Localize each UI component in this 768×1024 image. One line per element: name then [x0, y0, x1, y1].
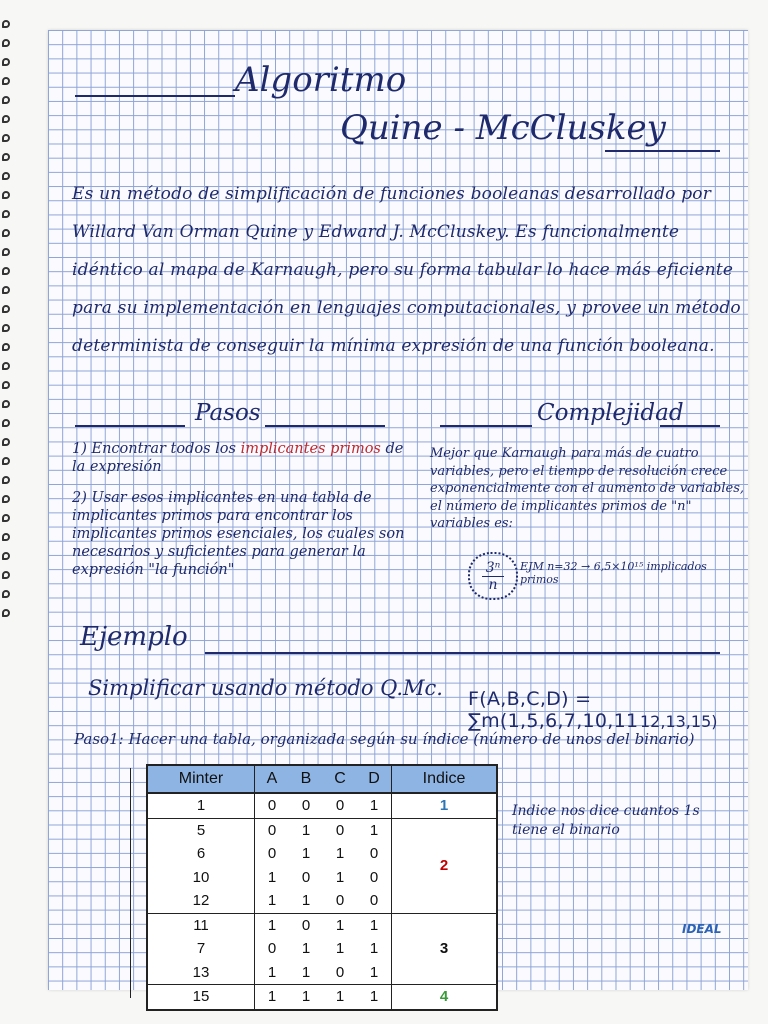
header-d: D: [357, 765, 392, 793]
header-indice: Indice: [392, 765, 498, 793]
step-2: 2) Usar esos implicantes en una tabla de implicantes primos para encontrar los implicantes primos esenciales, los cuales son necesarios y suficientes para generar la expresión "la función": [72, 490, 405, 578]
header-a: A: [255, 765, 290, 793]
table-body: [147, 793, 497, 1010]
header-b: B: [289, 765, 323, 793]
bit-cell: 1: [335, 845, 345, 863]
bit-cell: 1: [357, 961, 392, 985]
table-header-row: [147, 765, 497, 793]
bit-cell: 1: [335, 868, 345, 886]
bit-cell: 0: [255, 818, 290, 842]
intro-paragraph: Es un método de simplificación de funciones booleanas desarrollado por Willard Van Orman Quine y Edward J. McCluskey. Es funcionalmente idéntico al mapa de Karnaugh, pero su forma tabular lo hace más eficiente para su implementación en lenguajes computacionales, y provee un método determinista de conseguir la mínima expresión de una función booleana.: [72, 184, 741, 356]
index-cell: 4: [392, 985, 498, 1010]
bit-cell: 1: [267, 868, 277, 886]
minterm-cell: 6: [147, 842, 255, 866]
bit-cell: 0: [357, 842, 392, 866]
header-c: C: [323, 765, 357, 793]
bit-cell: 1: [301, 940, 311, 958]
table-row: [147, 818, 497, 842]
bit-cell: 1: [301, 892, 311, 910]
bit-cell: 0: [301, 797, 311, 815]
header-minter: Minter: [147, 765, 255, 793]
margin-line: [130, 768, 131, 998]
ejemplo-heading: Ejemplo: [80, 622, 188, 652]
bit-cell: 1: [289, 818, 323, 842]
bit-cell: 0: [335, 892, 345, 910]
step-1: 1) Encontrar todos los implicantes primos de la expresión: [72, 441, 404, 475]
minterm-cell: 11: [147, 913, 255, 937]
title-line2: Quine - McCluskey: [340, 108, 666, 148]
bit-cell: 1: [323, 985, 357, 1010]
boolean-function-cont: 12,13,15): [640, 712, 718, 731]
paso1-instruction: Paso1: Hacer una tabla, organizada según su índice (número de unos del binario): [74, 730, 695, 748]
title-rule-right: [605, 150, 720, 152]
table-row: [147, 793, 497, 818]
bit-cell: 1: [267, 963, 277, 981]
formula-numerator: 3ⁿ: [485, 559, 501, 576]
bit-cell: 0: [335, 797, 345, 815]
bit-cell: 0: [335, 963, 345, 981]
formula-denominator: n: [482, 576, 504, 593]
bit-cell: 1: [357, 818, 392, 842]
side-note: Indice nos dice cuantos 1s tiene el binario: [512, 803, 700, 838]
complejidad-rule-left: [440, 425, 532, 427]
complexity-formula-badge: [468, 552, 518, 600]
bit-cell: 1: [301, 963, 311, 981]
bit-cell: 0: [267, 845, 277, 863]
bit-cell: 0: [357, 889, 392, 913]
bit-cell: 1: [323, 913, 357, 937]
bit-cell: 0: [267, 940, 277, 958]
brand-logo: IDEAL: [682, 922, 722, 936]
complejidad-rule-right: [660, 425, 720, 427]
title-line1: Algoritmo: [235, 60, 407, 100]
minterm-cell: 5: [147, 818, 255, 842]
minterm-cell: 1: [147, 793, 255, 818]
bit-cell: 1: [301, 845, 311, 863]
bit-cell: 1: [267, 892, 277, 910]
minterm-cell: 12: [147, 889, 255, 913]
bit-cell: 0: [357, 866, 392, 890]
complejidad-heading: Complejidad: [537, 400, 684, 426]
bit-cell: 1: [357, 985, 392, 1010]
complexity-text: Mejor que Karnaugh para más de cuatro variables, pero el tiempo de resolución crece exponencialmente con el aumento de variables, el número de implicantes primos de "n" variables es:: [430, 446, 745, 531]
table-row: [147, 913, 497, 937]
bit-cell: 1: [335, 940, 345, 958]
table-row: [147, 985, 497, 1010]
title-rule-left: [75, 95, 235, 97]
minterm-cell: 13: [147, 961, 255, 985]
bit-cell: 1: [255, 913, 290, 937]
index-cell: 2: [392, 818, 498, 913]
minterm-cell: 7: [147, 937, 255, 961]
pasos-heading: Pasos: [195, 400, 261, 426]
bit-cell: 0: [289, 913, 323, 937]
simplify-instruction: Simplificar usando método Q.Mc.: [88, 676, 443, 700]
bit-cell: 1: [357, 793, 392, 818]
bit-cell: 0: [323, 818, 357, 842]
pasos-rule-left: [75, 425, 185, 427]
complexity-example: EJM n=32 → 6,5×10¹⁵ implicados primos: [520, 560, 707, 586]
minterm-table: [146, 764, 498, 1011]
pasos-rule-right: [265, 425, 385, 427]
bit-cell: 0: [267, 797, 277, 815]
bit-cell: 1: [289, 985, 323, 1010]
index-cell: 1: [439, 797, 449, 815]
index-cell: 3: [392, 913, 498, 985]
ejemplo-rule: [205, 652, 720, 654]
implicantes-primos-highlight: implicantes primos: [240, 441, 381, 457]
notebook-spiral: [0, 20, 14, 660]
steps-block: [72, 440, 417, 592]
boolean-function: F(A,B,C,D) = ∑m(1,5,6,7,10,11: [468, 688, 639, 732]
bit-cell: 1: [357, 937, 392, 961]
minterm-cell: 10: [147, 866, 255, 890]
minterm-cell: 15: [147, 985, 255, 1010]
bit-cell: 1: [255, 985, 290, 1010]
bit-cell: 1: [357, 913, 392, 937]
bit-cell: 0: [301, 868, 311, 886]
